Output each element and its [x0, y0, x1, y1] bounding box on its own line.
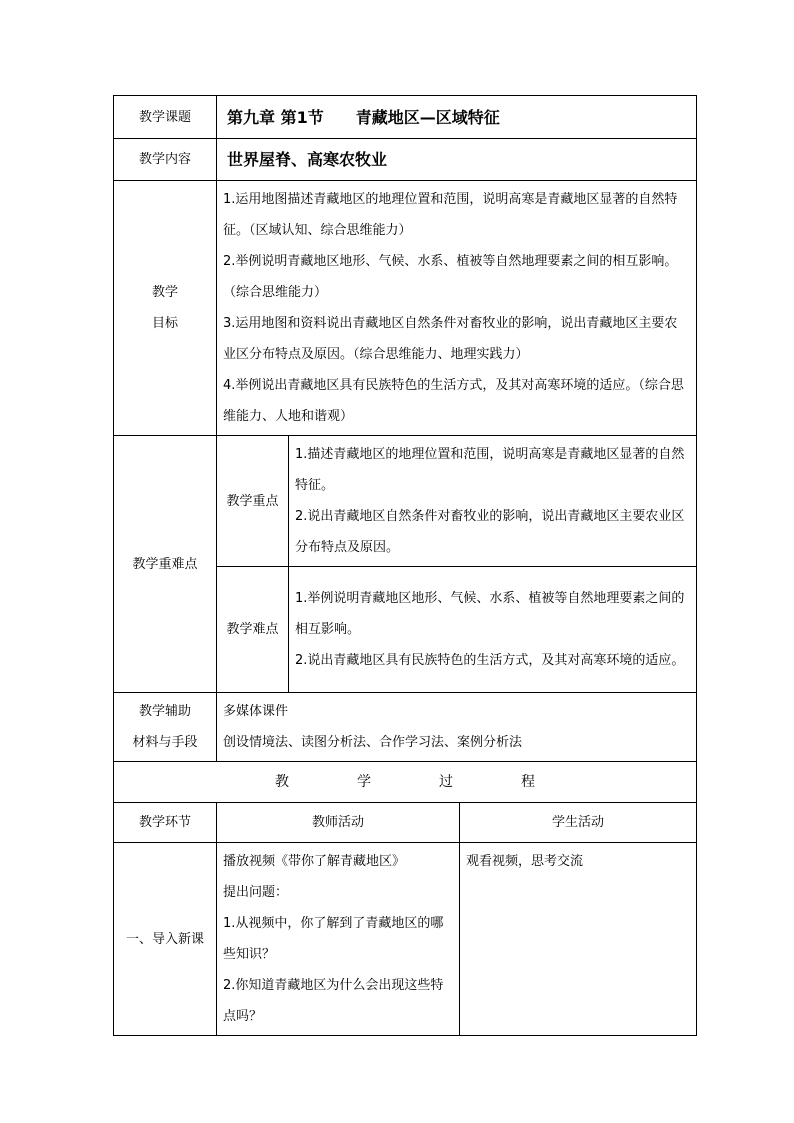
- key-points-list: [289, 436, 697, 567]
- key-difficult-label: 教学重难点: [114, 436, 217, 693]
- teacher-line: 1.从视频中，你了解到了青藏地区的哪些知识？: [223, 916, 444, 962]
- topic-row: [114, 96, 697, 139]
- intro-stage: 一、导入新课: [114, 843, 217, 1036]
- difficult-points-list: [289, 567, 697, 693]
- topic-label: 教学课题: [114, 96, 217, 139]
- lesson-plan-table: [113, 95, 697, 1036]
- goal-item: 1.运用地图描述青藏地区的地理位置和范围，说明高寒是青藏地区显著的自然特征。（区域认知、综合思维能力）: [223, 192, 678, 238]
- column-header-row: [114, 803, 697, 843]
- content-value: 世界屋脊、高寒农牧业: [217, 139, 697, 181]
- intro-student: 观看视频，思考交流: [460, 843, 697, 1036]
- teacher-line: 播放视频《带你了解青藏地区》: [223, 854, 406, 869]
- goal-item: 3.运用地图和资料说出青藏地区自然条件对畜牧业的影响，说出青藏地区主要农业区分布特点及原因。（综合思维能力、地理实践力）: [223, 316, 678, 362]
- stage-header: 教学环节: [114, 803, 217, 843]
- process-char: 程: [521, 773, 536, 790]
- process-char: 教: [275, 773, 290, 790]
- aids-line: 多媒体课件: [223, 704, 289, 719]
- topic-value: 第九章 第1节 青藏地区—区域特征: [217, 96, 697, 139]
- process-header-row: [114, 762, 697, 803]
- difficult-point-item: 1.举例说明青藏地区地形、气候、水系、植被等自然地理要素之间的相互影响。: [295, 591, 685, 637]
- aids-content: [217, 693, 697, 762]
- difficult-point-item: 2.说出青藏地区具有民族特色的生活方式，及其对高寒环境的适应。: [295, 653, 685, 668]
- goals-list: [217, 181, 697, 436]
- content-row: [114, 139, 697, 181]
- goals-label-line2: 目标: [151, 316, 178, 331]
- aids-line: 创设情境法、读图分析法、合作学习法、案例分析法: [223, 735, 523, 750]
- aids-label: [114, 693, 217, 762]
- content-label: 教学内容: [114, 139, 217, 181]
- intro-row: [114, 843, 697, 1036]
- key-point-item: 1.描述青藏地区的地理位置和范围，说明高寒是青藏地区显著的自然特征。: [295, 447, 685, 493]
- difficult-points-label: 教学难点: [217, 567, 289, 693]
- aids-label-line2: 材料与手段: [132, 735, 198, 750]
- student-header: 学生活动: [460, 803, 697, 843]
- aids-label-line1: 教学辅助: [138, 704, 191, 719]
- goal-item: 4.举例说出青藏地区具有民族特色的生活方式，及其对高寒环境的适应。（综合思维能力、人地和谐观）: [223, 378, 684, 424]
- teacher-header: 教师活动: [217, 803, 460, 843]
- key-points-row: [114, 436, 697, 567]
- process-char: 过: [439, 773, 454, 790]
- teacher-line: 2.你知道青藏地区为什么会出现这些特点吗？: [223, 978, 444, 1024]
- goal-item: 2.举例说明青藏地区地形、气候、水系、植被等自然地理要素之间的相互影响。（综合思维能力）: [223, 254, 678, 300]
- aids-row: [114, 693, 697, 762]
- intro-teacher: [217, 843, 460, 1036]
- goals-row: [114, 181, 697, 436]
- key-points-label: 教学重点: [217, 436, 289, 567]
- goals-label-line1: 教学: [151, 285, 178, 300]
- goals-label: [114, 181, 217, 436]
- process-header: [114, 762, 697, 803]
- key-point-item: 2.说出青藏地区自然条件对畜牧业的影响，说出青藏地区主要农业区分布特点及原因。: [295, 509, 685, 555]
- process-char: 学: [357, 773, 372, 790]
- teacher-line: 提出问题：: [223, 885, 289, 900]
